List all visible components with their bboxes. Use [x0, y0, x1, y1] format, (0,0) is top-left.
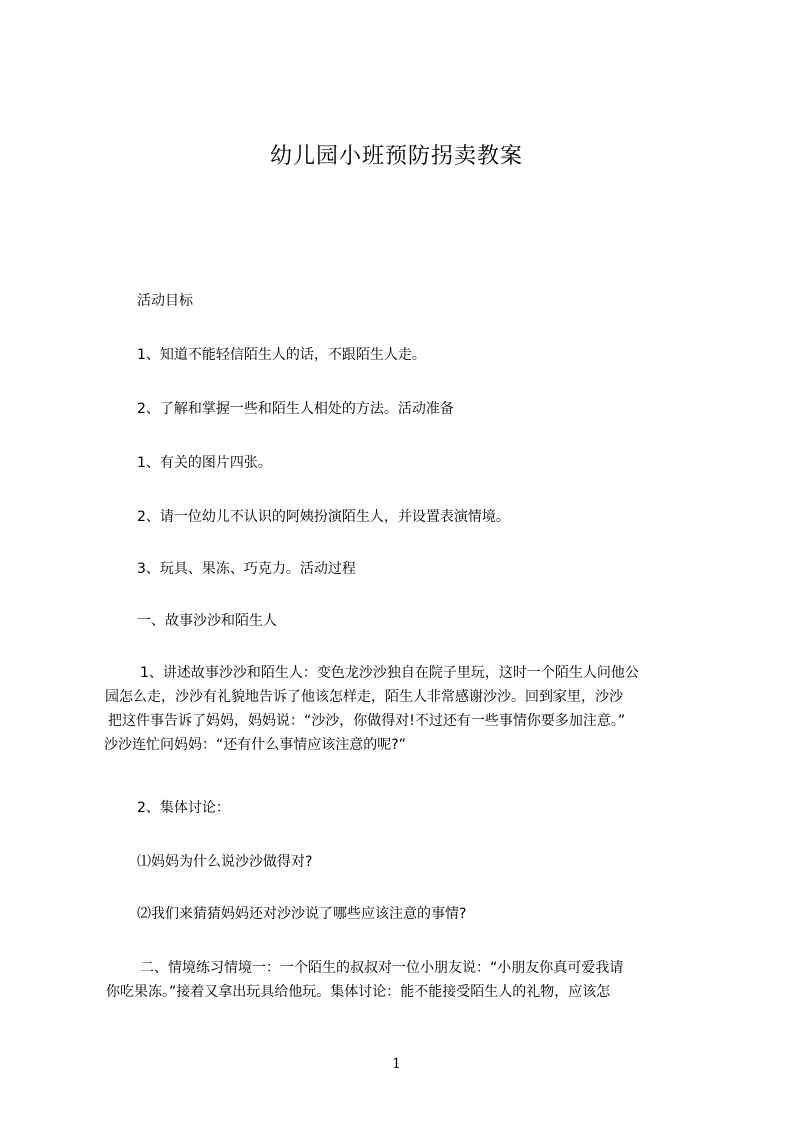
scenario-paragraph	[104, 956, 724, 1004]
story-line-1: 1、讲述故事沙沙和陌生人：变色龙沙沙独自在院子里玩，这时一个陌生人问他公	[140, 665, 639, 681]
section-heading-goals: 活动目标	[137, 293, 193, 309]
section-heading-story: 一、故事沙沙和陌生人	[137, 613, 277, 629]
prep-item-2: 2、请一位幼儿不认识的阿姨扮演陌生人，并设置表演情境。	[137, 509, 510, 525]
page-number: 1	[392, 1056, 401, 1072]
prep-item-3: 3、玩具、果冻、巧克力。活动过程	[137, 561, 356, 577]
discussion-question-1: ⑴妈妈为什么说沙沙做得对?	[137, 854, 313, 870]
story-paragraph	[104, 661, 724, 757]
scenario-line-2: 你吃果冻。”接着又拿出玩具给他玩。集体讨论：能不能接受陌生人的礼物，应该怎	[106, 984, 611, 1000]
scenario-line-1: 二、情境练习情境一：一个陌生的叔叔对一位小朋友说：“小朋友你真可爱我请	[140, 960, 624, 976]
goal-item-2: 2、了解和掌握一些和陌生人相处的方法。活动准备	[137, 401, 454, 417]
discussion-question-2: ⑵我们来猜猜妈妈还对沙沙说了哪些应该注意的事情?	[137, 906, 467, 922]
goal-item-1: 1、知道不能轻信陌生人的话，不跟陌生人走。	[137, 347, 426, 363]
discussion-heading: 2、集体讨论：	[137, 800, 230, 816]
document-title: 幼儿园小班预防拐卖教案	[269, 144, 523, 169]
story-line-3: 把这件事告诉了妈妈，妈妈说：“沙沙，你做得对!不过还有一些事情你要多加注意。”	[108, 713, 626, 729]
story-line-4: 沙沙连忙问妈妈：“还有什么事情应该注意的呢?”	[104, 737, 406, 753]
prep-item-1: 1、有关的图片四张。	[137, 455, 272, 471]
story-line-2: 园怎么走，沙沙有礼貌地告诉了他该怎样走，陌生人非常感谢沙沙。回到家里，沙沙	[105, 689, 623, 705]
